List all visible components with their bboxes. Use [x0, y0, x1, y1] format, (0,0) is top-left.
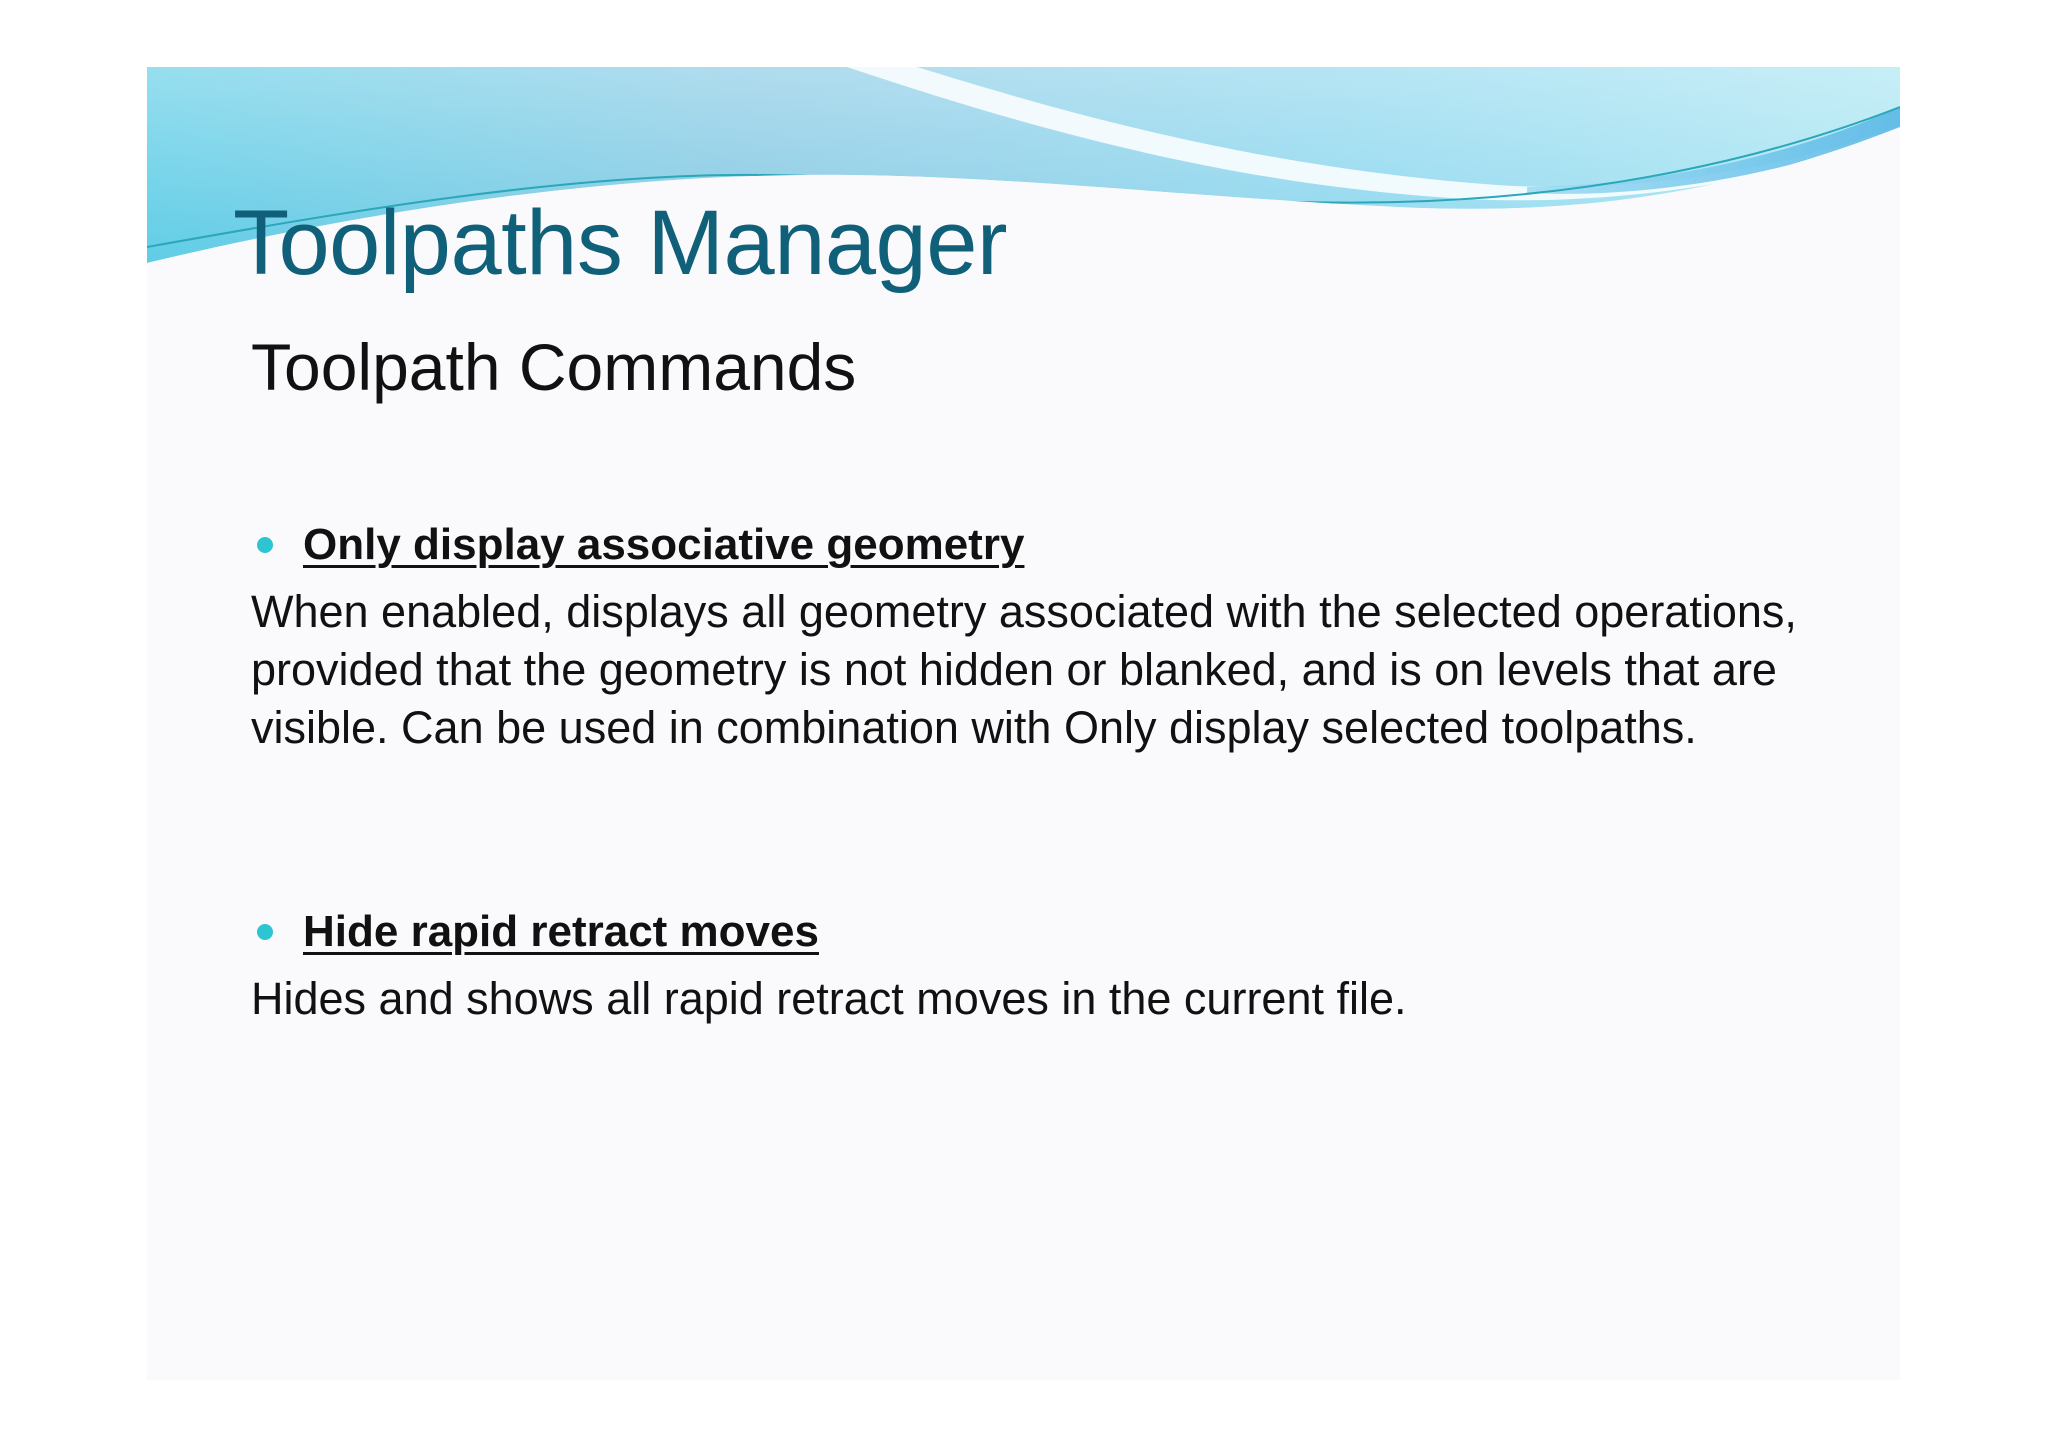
- list-item-description: When enabled, displays all geometry associated with the selected operations, provided that the geometry is not hidden or blanked, and is on levels that are visible. Can be used in combination with Only display selected toolpaths.: [251, 586, 1797, 753]
- slide: [147, 67, 1900, 1380]
- page-subtitle: Toolpath Commands: [251, 330, 857, 404]
- list-item: [251, 515, 1811, 757]
- bullet-icon: [257, 924, 273, 940]
- list-item-header: [251, 902, 1811, 962]
- list-item-heading: Only display associative geometry: [303, 520, 1025, 569]
- list-item-description: Hides and shows all rapid retract moves in the current file.: [251, 973, 1407, 1024]
- bullet-icon: [257, 537, 273, 553]
- page-title: Toolpaths Manager: [233, 192, 1007, 294]
- list-item: [251, 902, 1811, 1028]
- list-item-heading: Hide rapid retract moves: [303, 907, 819, 956]
- list-item-header: [251, 515, 1811, 575]
